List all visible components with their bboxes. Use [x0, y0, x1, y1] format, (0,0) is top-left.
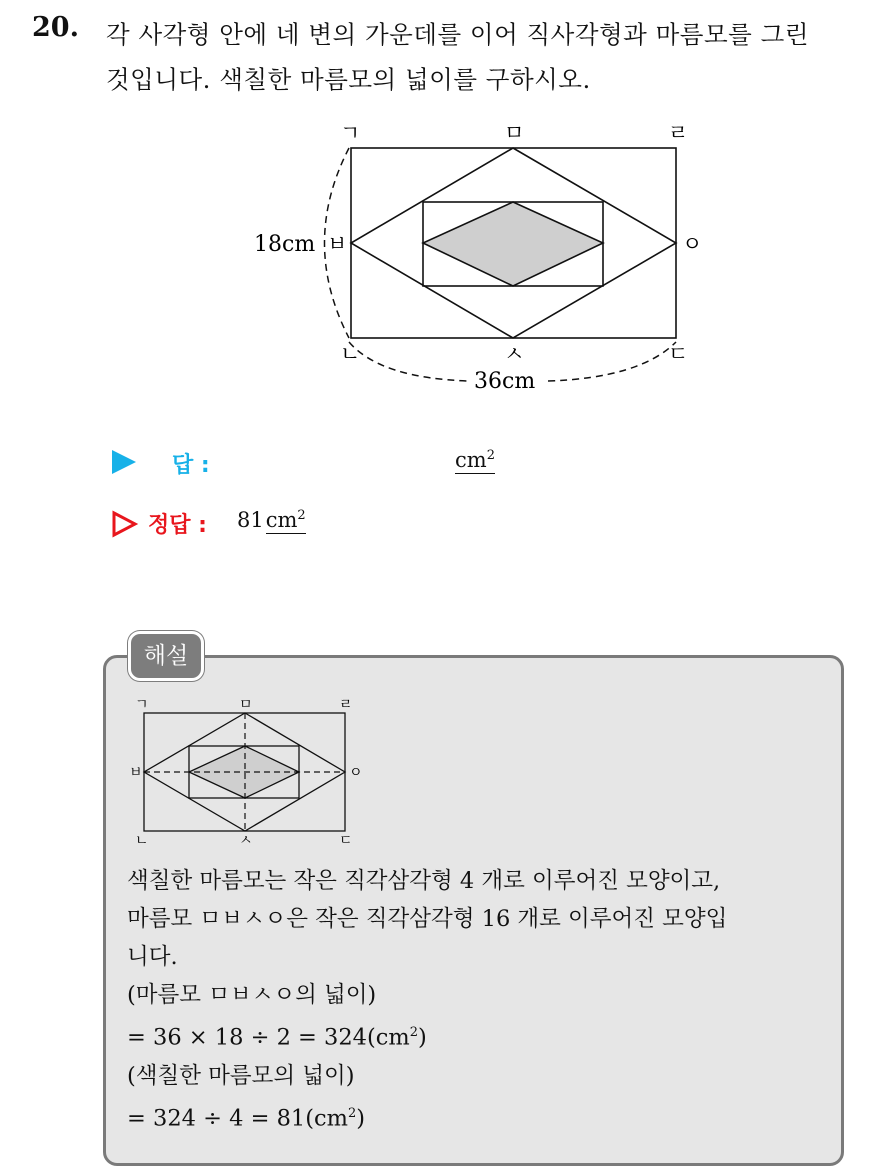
label-top-left: ㄱ: [340, 121, 361, 145]
correct-arrow-icon: [111, 510, 139, 538]
svg-text:ㅇ: ㅇ: [349, 765, 363, 781]
height-label: 18cm: [254, 232, 316, 257]
question-number: 20.: [32, 12, 79, 43]
explanation-line-1: 색칠한 마름모는 작은 직각삼각형 4 개로 이루어진 모양이고,: [127, 868, 721, 894]
explanation-line-6: (색칠한 마름모의 넓이): [127, 1062, 355, 1089]
explanation-tab: 해설: [128, 631, 204, 681]
label-top-mid: ㅁ: [504, 121, 525, 145]
explanation-line-2: 마름모 ㅁㅂㅅㅇ은 작은 직각삼각형 16 개로 이루어진 모양입: [127, 906, 728, 932]
label-mid-left: ㅂ: [327, 232, 348, 256]
question-text: [106, 12, 866, 102]
explanation-text: [127, 862, 837, 1137]
width-dashed-arc-left: [349, 342, 468, 381]
label-bottom-right: ㄷ: [668, 342, 689, 366]
label-bottom-left: ㄴ: [340, 342, 361, 366]
explanation-line-4: (마름모 ㅁㅂㅅㅇ의 넓이): [127, 982, 377, 1008]
svg-text:ㅅ: ㅅ: [239, 833, 253, 849]
label-top-right: ㄹ: [668, 121, 689, 145]
answer-unit: $cm^2$: [455, 448, 495, 472]
svg-text:ㄷ: ㄷ: [339, 833, 353, 849]
question-line-1: 각 사각형 안에 네 변의 가운데를 이어 직사각형과 마름모를 그린: [106, 20, 809, 49]
svg-text:ㄴ: ㄴ: [135, 833, 149, 849]
shaded-rhombus: [423, 202, 603, 286]
svg-text:ㅁ: ㅁ: [239, 697, 253, 713]
answer-arrow-icon: [112, 450, 136, 474]
explanation-line-5: = $36 \times 18 \div 2 = 324(cm^2)$: [127, 1024, 427, 1051]
explanation-figure: [125, 695, 363, 849]
svg-text:ㄹ: ㄹ: [339, 697, 353, 713]
main-figure: [240, 110, 720, 400]
width-dashed-arc-right: [548, 342, 676, 381]
answer-label: 답 :: [172, 453, 210, 478]
svg-text:ㅂ: ㅂ: [129, 765, 143, 781]
correct-value: $81cm^2$: [237, 508, 306, 532]
label-bottom-mid: ㅅ: [504, 342, 525, 366]
correct-label: 정답 :: [148, 513, 207, 538]
explanation-line-3: 니다.: [127, 944, 178, 970]
explanation-line-7: = $324 \div 4 = 81(cm^2)$: [127, 1105, 365, 1131]
question-line-2: 것입니다. 색칠한 마름모의 넓이를 구하시오.: [106, 65, 591, 94]
label-mid-right: ㅇ: [682, 232, 703, 256]
width-label: 36cm: [474, 369, 536, 394]
svg-text:ㄱ: ㄱ: [135, 697, 149, 713]
